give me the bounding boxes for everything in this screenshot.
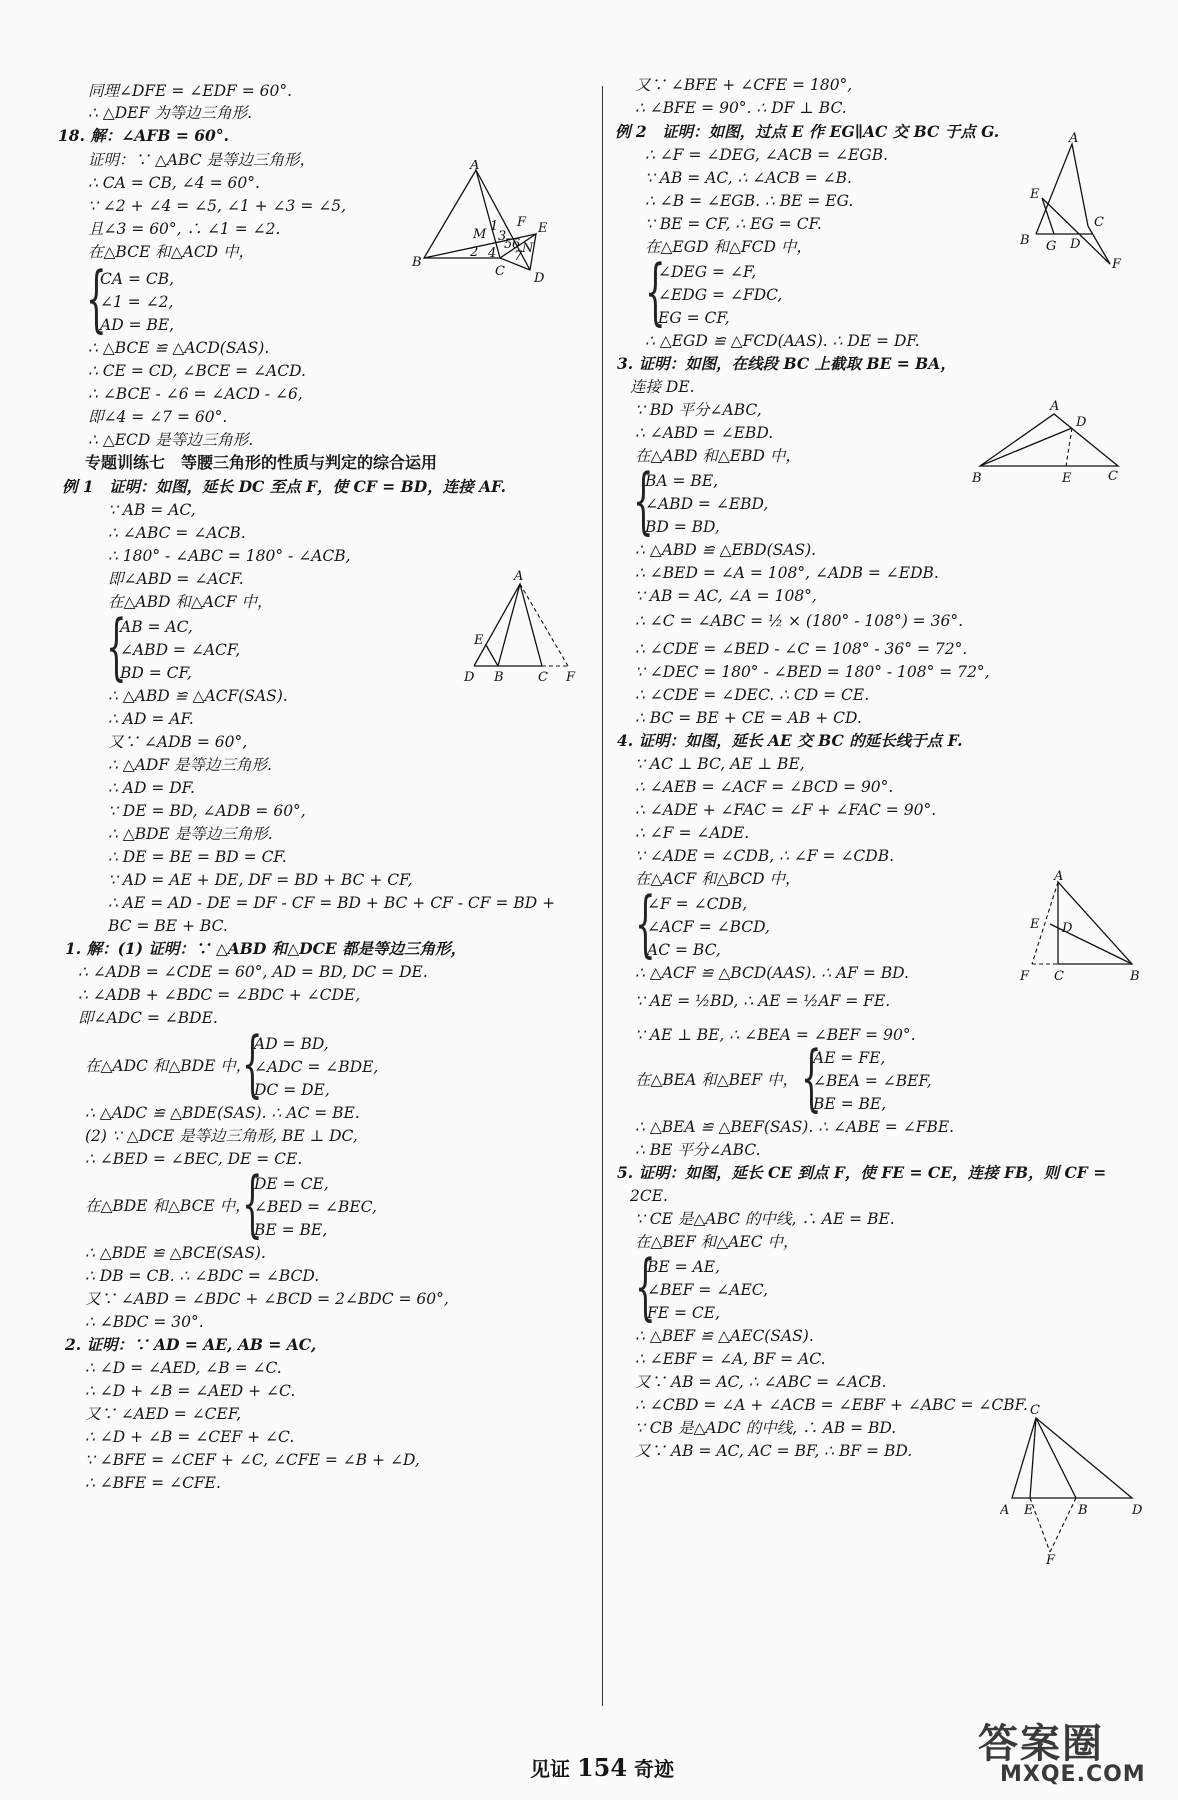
text-line-l24: AB = AC, xyxy=(120,618,193,636)
text-line-r4: ∴ ∠F = ∠DEG, ∠ACB = ∠EGB. xyxy=(645,146,889,164)
fig4-label-B: B xyxy=(1130,969,1140,982)
text-line-r19: ∠ABD = ∠EBD, xyxy=(645,495,769,513)
figEx2-label-G: G xyxy=(1046,239,1057,254)
text-line-r7: ∵ BE = CF, ∴ EG = CF. xyxy=(645,215,822,233)
text-line-l6: ∵ ∠2 + ∠4 = ∠5, ∠1 + ∠3 = ∠5, xyxy=(88,197,347,215)
text-line-r50: ∵ CE 是△ABC 的中线, ∴ AE = BE. xyxy=(635,1210,895,1228)
text-line-r51: 在△BEF 和△AEC 中， xyxy=(635,1233,799,1251)
figure-18-diagram xyxy=(410,160,580,285)
watermark-logo xyxy=(970,1712,1160,1792)
text-line-l39: ∴ ∠ADB = ∠CDE = 60°, AD = BD, DC = DE. xyxy=(78,963,428,981)
equation-brace: { xyxy=(633,458,654,542)
figEx2-label-F: F xyxy=(1112,257,1122,272)
fig3-label-A: A xyxy=(1050,399,1060,414)
text-line-r3: 例 2 证明：如图，过点 E 作 EG∥AC 交 BC 于点 G. xyxy=(615,122,1000,141)
fig3-label-C: C xyxy=(1108,469,1118,484)
text-line-l37: BC = BE + BC. xyxy=(108,917,228,935)
text-line-r39: ∴ △ACF ≌ △BCD(AAS). ∴ AF = BD. xyxy=(635,964,909,982)
fig5-label-E: E xyxy=(1024,1503,1034,1518)
fig18-label-1: 1 xyxy=(490,219,499,234)
figEx2-label-D: D xyxy=(1070,237,1081,252)
text-line-l7: 且∠3 = 60°, ∴ ∠1 = ∠2. xyxy=(88,220,281,238)
text-line-l28: ∴ AD = AF. xyxy=(108,710,194,728)
text-line-l31: ∴ AD = DF. xyxy=(108,779,195,797)
text-line-r48: 5. 证明：如图，延长 CE 到点 F，使 FE = CE，连接 FB，则 CF = xyxy=(617,1163,1107,1182)
fig18-label-A: A xyxy=(470,160,480,173)
text-line-r29: 4. 证明：如图，延长 AE 交 BC 的延长线于点 F. xyxy=(617,731,963,750)
text-line-r30: ∵ AC ⊥ BC, AE ⊥ BE, xyxy=(635,755,805,773)
text-line-l50: 在△BDE 和△BCE 中， xyxy=(85,1197,251,1215)
text-line-l62: ∵ ∠BFE = ∠CEF + ∠C, ∠CFE = ∠B + ∠D, xyxy=(85,1451,420,1469)
page-footer xyxy=(530,1753,674,1782)
text-line-r57: 又∵ AB = AC, ∴ ∠ABC = ∠ACB. xyxy=(635,1373,887,1391)
figure-5-diagram xyxy=(1000,1404,1150,1564)
figEx2-label-E: E xyxy=(1030,187,1040,202)
text-line-r23: ∵ AB = AC, ∠A = 108°, xyxy=(635,587,817,605)
text-line-r53: ∠BEF = ∠AEC, xyxy=(647,1281,769,1299)
text-line-r33: ∴ ∠F = ∠ADE. xyxy=(635,824,750,842)
fig18-label-5: 5 xyxy=(504,237,513,252)
text-line-l40: ∴ ∠ADB + ∠BDC = ∠BDC + ∠CDE, xyxy=(78,986,361,1004)
text-line-r54: FE = CE, xyxy=(647,1304,721,1322)
text-line-r55: ∴ △BEF ≌ △AEC(SAS). xyxy=(635,1327,814,1345)
figEx2-label-B: B xyxy=(1020,233,1030,248)
text-line-l26: BD = CF, xyxy=(120,664,192,682)
fig18-label-3: 3 xyxy=(498,229,507,244)
fig4-label-F: F xyxy=(1020,969,1030,982)
text-line-r16: ∴ ∠ABD = ∠EBD. xyxy=(635,424,774,442)
text-line-l29: 又∵ ∠ADB = 60°, xyxy=(108,733,248,751)
figEx1-label-C: C xyxy=(538,670,548,685)
text-line-l3: 18. 解：∠AFB = 60°. xyxy=(58,126,229,145)
fig5-label-C: C xyxy=(1030,1404,1040,1418)
fig5-label-A: A xyxy=(1000,1503,1010,1518)
fig18-label-C: C xyxy=(495,264,505,279)
text-line-l34: ∴ DE = BE = BD = CF. xyxy=(108,848,287,866)
fig5-label-B: B xyxy=(1078,1503,1088,1518)
figure-example1-diagram xyxy=(462,568,582,686)
text-line-r40: ∵ AE = ½BD, ∴ AE = ½AF = FE. xyxy=(635,992,891,1010)
watermark-line1: 答案圈 xyxy=(978,1721,1104,1767)
text-line-l14: ∴ ∠BCE - ∠6 = ∠ACD - ∠6, xyxy=(88,385,303,403)
text-line-l61: ∴ ∠D + ∠B = ∠CEF + ∠C. xyxy=(85,1428,295,1446)
text-line-r8: 在△EGD 和△FCD 中， xyxy=(645,238,812,256)
text-line-l5: ∴ CA = CB, ∠4 = 60°. xyxy=(88,174,260,192)
figEx1-label-D: D xyxy=(464,670,475,685)
text-line-r42: AE = FE, xyxy=(813,1049,886,1067)
text-line-l35: ∵ AD = AE + DE, DF = BD + BC + CF, xyxy=(108,871,413,889)
text-line-r12: ∴ △EGD ≌ △FCD(AAS). ∴ DE = DF. xyxy=(645,332,920,350)
text-line-l1: 同理∠DFE = ∠EDF = 60°. xyxy=(88,82,293,100)
text-line-l53: ∴ △BDE ≌ △BCE(SAS). xyxy=(85,1244,266,1262)
text-line-l44: ∠ADC = ∠BDE, xyxy=(254,1058,379,1076)
text-line-r2: ∴ ∠BFE = 90°. ∴ DF ⊥ BC. xyxy=(635,99,847,117)
text-line-l16: ∴ △ECD 是等边三角形. xyxy=(88,431,254,449)
text-line-l10: ∠1 = ∠2, xyxy=(100,293,174,311)
text-line-r1: 又∵ ∠BFE + ∠CFE = 180°, xyxy=(635,76,853,94)
column-divider xyxy=(602,86,603,1706)
text-line-l49: DE = CE, xyxy=(254,1175,329,1193)
text-line-l51: ∠BED = ∠BEC, xyxy=(254,1198,377,1216)
text-line-r47: ∴ BE 平分∠ABC. xyxy=(635,1141,761,1159)
fig18-label-E: E xyxy=(538,221,548,236)
text-line-l54: ∴ DB = CB. ∴ ∠BDC = ∠BCD. xyxy=(85,1267,320,1285)
figure-3-diagram xyxy=(970,398,1120,488)
fig18-label-D: D xyxy=(534,271,545,285)
figure-example2-diagram xyxy=(1020,132,1130,272)
fig5-label-F: F xyxy=(1046,1553,1056,1564)
text-line-r34: ∵ ∠ADE = ∠CDB, ∴ ∠F = ∠CDB. xyxy=(635,847,895,865)
text-line-l11: AD = BE, xyxy=(100,316,175,334)
equation-brace: { xyxy=(635,881,656,965)
fig18-label-6: 6 xyxy=(512,237,521,252)
figEx2-label-C: C xyxy=(1094,215,1104,230)
text-line-l47: (2) ∵ △DCE 是等边三角形, BE ⊥ DC, xyxy=(85,1127,358,1145)
text-line-l38: 1. 解：(1) 证明：∵ △ABD 和△DCE 都是等边三角形， xyxy=(65,939,467,958)
text-line-r20: BD = BD, xyxy=(645,518,720,536)
text-line-r27: ∴ ∠CDE = ∠DEC. ∴ CD = CE. xyxy=(635,686,870,704)
text-line-l56: ∴ ∠BDC = 30°. xyxy=(85,1313,204,1331)
fig18-label-7: 7 xyxy=(514,249,523,264)
equation-brace: { xyxy=(635,1244,656,1328)
fig18-label-M: M xyxy=(473,227,487,242)
fig18-label-2: 2 xyxy=(470,245,479,260)
text-line-r24: ∴ ∠C = ∠ABC = ½ × (180° - 108°) = 36°. xyxy=(635,612,963,630)
text-line-r60: 又∵ AB = AC, AC = BF, ∴ BF = BD. xyxy=(635,1442,913,1460)
fig18-label-F: F xyxy=(517,215,527,230)
text-line-l33: ∴ △BDE 是等边三角形. xyxy=(108,825,273,843)
text-line-l21: ∴ 180° - ∠ABC = 180° - ∠ACB, xyxy=(108,547,351,565)
text-line-r58: ∴ ∠CBD = ∠A + ∠ACB = ∠EBF + ∠ABC = ∠CBF. xyxy=(635,1396,1028,1414)
figEx1-label-F: F xyxy=(566,670,576,685)
fig3-label-B: B xyxy=(972,471,982,486)
text-line-l2: ∴ △DEF 为等边三角形. xyxy=(88,104,253,122)
text-line-r41: ∵ AE ⊥ BE, ∴ ∠BEA = ∠BEF = 90°. xyxy=(635,1026,916,1044)
text-line-r36: ∠F = ∠CDB, xyxy=(647,895,748,913)
text-line-l8: 在△BCE 和△ACD 中， xyxy=(88,243,255,261)
text-line-r6: ∴ ∠B = ∠EGB. ∴ BE = EG. xyxy=(645,192,854,210)
text-line-l13: ∴ CE = CD, ∠BCE = ∠ACD. xyxy=(88,362,306,380)
text-line-l48: ∴ ∠BED = ∠BEC, DE = CE. xyxy=(85,1150,303,1168)
fig5-label-D: D xyxy=(1132,1503,1143,1518)
text-line-l30: ∴ △ADF 是等边三角形. xyxy=(108,756,272,774)
equation-brace: { xyxy=(801,1035,822,1119)
text-line-r46: ∴ △BEA ≌ △BEF(SAS). ∴ ∠ABE = ∠FBE. xyxy=(635,1118,955,1136)
text-line-r49: 2CE. xyxy=(630,1187,668,1205)
fig4-label-A: A xyxy=(1054,870,1064,884)
text-line-l42: AD = BD, xyxy=(254,1035,329,1053)
text-line-r28: ∴ BC = BE + CE = AB + CD. xyxy=(635,709,862,727)
text-line-r21: ∴ △ABD ≌ △EBD(SAS). xyxy=(635,541,817,559)
text-line-l55: 又∵ ∠ABD = ∠BDC + ∠BCD = 2∠BDC = 60°, xyxy=(85,1290,449,1308)
text-line-l63: ∴ ∠BFE = ∠CFE. xyxy=(85,1474,221,1492)
text-line-r52: BE = AE, xyxy=(647,1258,720,1276)
text-line-l23: 在△ABD 和△ACF 中， xyxy=(108,593,273,611)
equation-brace: { xyxy=(242,1021,263,1105)
text-line-r37: ∠ACF = ∠BCD, xyxy=(647,918,770,936)
text-line-r35: 在△ACF 和△BCD 中， xyxy=(635,870,801,888)
text-line-l4: 证明：∵ △ABC 是等边三角形， xyxy=(88,151,316,169)
page-number: 154 xyxy=(576,1753,628,1782)
equation-brace: { xyxy=(106,604,127,688)
fig18-label-N: N xyxy=(522,241,534,256)
fig4-label-C: C xyxy=(1054,969,1064,982)
text-line-l52: BE = BE, xyxy=(254,1221,328,1239)
fig18-label-B: B xyxy=(412,255,422,270)
text-line-l45: DC = DE, xyxy=(254,1081,330,1099)
text-line-l36: ∴ AE = AD - DE = DF - CF = BD + BC + CF - CF = BD + xyxy=(108,894,556,912)
figEx1-label-B: B xyxy=(494,670,504,685)
text-line-l32: ∵ DE = BD, ∠ADB = 60°, xyxy=(108,802,306,820)
footer-right: 奇迹 xyxy=(634,1757,675,1781)
text-line-l15: 即∠4 = ∠7 = 60°. xyxy=(88,408,228,426)
text-line-r38: AC = BC, xyxy=(647,941,721,959)
equation-brace: { xyxy=(86,256,107,340)
text-line-r14: 连接 DE. xyxy=(630,378,695,396)
fig3-label-E: E xyxy=(1062,471,1072,486)
equation-brace: { xyxy=(242,1161,263,1245)
figEx1-label-A: A xyxy=(514,569,524,584)
text-line-r18: BA = BE, xyxy=(645,472,719,490)
text-line-l43: 在△ADC 和△BDE 中， xyxy=(85,1057,252,1075)
text-line-l12: ∴ △BCE ≌ △ACD(SAS). xyxy=(88,339,270,357)
text-line-l27: ∴ △ABD ≌ △ACF(SAS). xyxy=(108,687,288,705)
text-line-l20: ∴ ∠ABC = ∠ACB. xyxy=(108,524,246,542)
text-line-r22: ∴ ∠BED = ∠A = 108°, ∠ADB = ∠EDB. xyxy=(635,564,939,582)
text-line-l59: ∴ ∠D + ∠B = ∠AED + ∠C. xyxy=(85,1382,296,1400)
text-line-r13: 3. 证明：如图，在线段 BC 上截取 BE = BA， xyxy=(617,354,956,373)
fig4-label-E: E xyxy=(1030,917,1040,932)
watermark-line2: MXQE.COM xyxy=(1000,1762,1146,1787)
text-line-l46: ∴ △ADC ≌ △BDE(SAS). ∴ AC = BE. xyxy=(85,1104,360,1122)
text-line-r5: ∵ AB = AC, ∴ ∠ACB = ∠B. xyxy=(645,169,852,187)
text-line-l57: 2. 证明：∵ AD = AE, AB = AC, xyxy=(65,1335,317,1354)
text-line-r11: EG = CF, xyxy=(658,309,730,327)
text-line-r32: ∴ ∠ADE + ∠FAC = ∠F + ∠FAC = 90°. xyxy=(635,801,937,819)
text-line-l17: 专题训练七 等腰三角形的性质与判定的综合运用 xyxy=(85,453,438,472)
text-line-r10: ∠EDG = ∠FDC, xyxy=(658,286,783,304)
text-line-r26: ∵ ∠DEC = 180° - ∠BED = 180° - 108° = 72°, xyxy=(635,663,990,681)
figure-4-diagram xyxy=(1012,870,1142,982)
text-line-r59: ∵ CB 是△ADC 的中线, ∴ AB = BD. xyxy=(635,1419,897,1437)
text-line-l9: CA = CB, xyxy=(100,270,175,288)
text-line-r43: 在△BEA 和△BEF 中， xyxy=(635,1071,799,1089)
text-line-l60: 又∵ ∠AED = ∠CEF, xyxy=(85,1405,242,1423)
text-line-r15: ∵ BD 平分∠ABC, xyxy=(635,401,762,419)
text-line-l22: 即∠ABD = ∠ACF. xyxy=(108,570,244,588)
text-line-l25: ∠ABD = ∠ACF, xyxy=(120,641,241,659)
figEx1-label-E: E xyxy=(474,633,484,648)
fig4-label-D: D xyxy=(1062,921,1073,936)
text-line-r9: ∠DEG = ∠F, xyxy=(658,263,757,281)
footer-left: 见证 xyxy=(530,1757,570,1781)
text-line-l18: 例 1 证明：如图，延长 DC 至点 F，使 CF = BD，连接 AF. xyxy=(62,477,506,496)
text-line-l58: ∴ ∠D = ∠AED, ∠B = ∠C. xyxy=(85,1359,282,1377)
text-line-r25: ∴ ∠CDE = ∠BED - ∠C = 108° - 36° = 72°. xyxy=(635,640,968,658)
text-line-r44: ∠BEA = ∠BEF, xyxy=(813,1072,932,1090)
fig3-label-D: D xyxy=(1076,415,1087,430)
figEx2-label-A: A xyxy=(1069,132,1079,146)
text-line-r17: 在△ABD 和△EBD 中， xyxy=(635,447,801,465)
text-line-r56: ∴ ∠EBF = ∠A, BF = AC. xyxy=(635,1350,826,1368)
equation-brace: { xyxy=(645,249,666,333)
text-line-l19: ∵ AB = AC, xyxy=(108,501,196,519)
fig18-label-4: 4 xyxy=(488,246,497,261)
text-line-r31: ∴ ∠AEB = ∠ACF = ∠BCD = 90°. xyxy=(635,778,894,796)
text-line-l41: 即∠ADC = ∠BDE. xyxy=(78,1009,218,1027)
text-line-r45: BE = BE, xyxy=(813,1095,887,1113)
